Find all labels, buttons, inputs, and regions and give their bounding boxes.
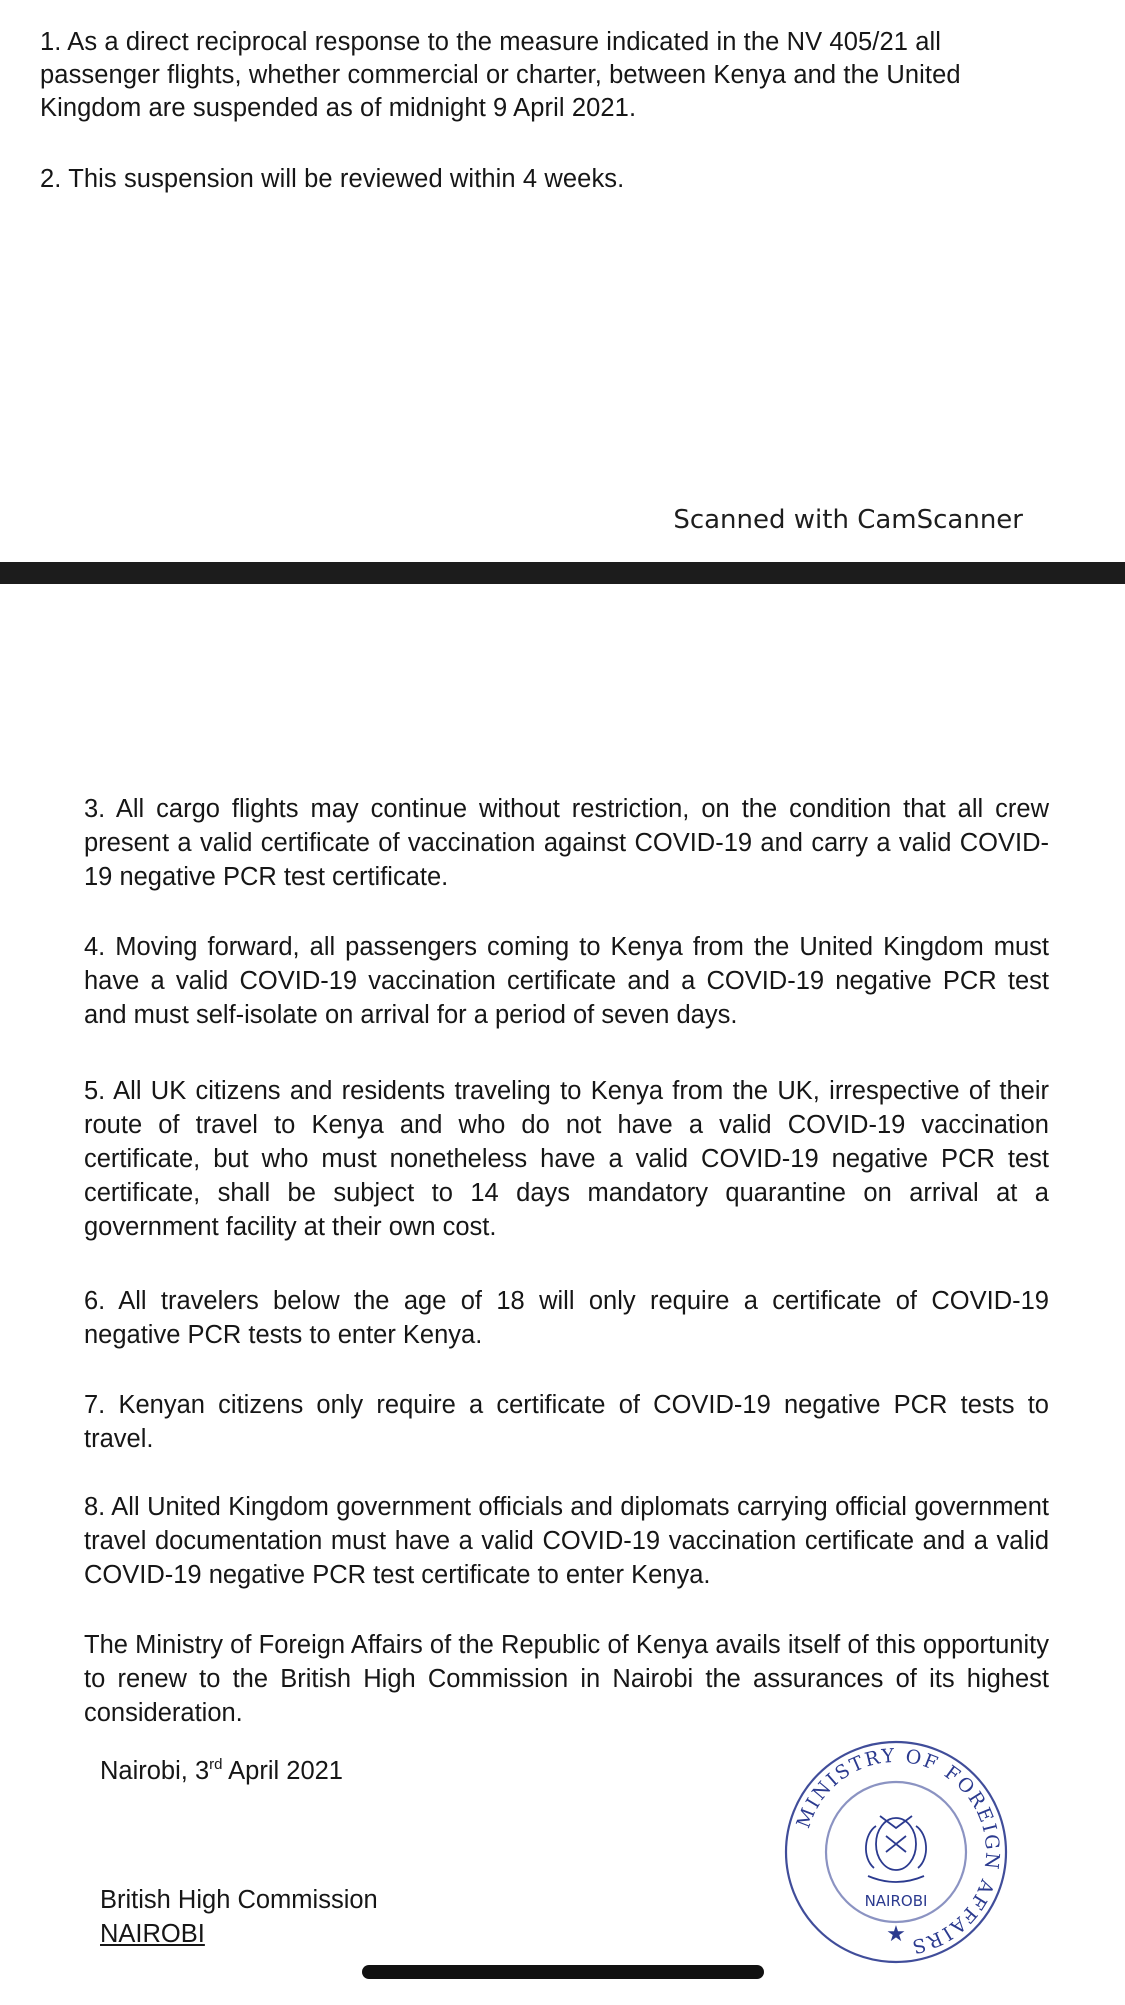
page-divider (0, 562, 1125, 584)
home-indicator[interactable] (362, 1965, 764, 1979)
date-suffix: rd (209, 1756, 223, 1773)
seal-city: NAIROBI (864, 1892, 928, 1910)
document-page-2 (0, 584, 1125, 2005)
paragraph-8: 8. All United Kingdom government officials and diplomats carrying official government travel documentation must have a valid COVID-19 vaccination certificate and a valid COVID-19 negative PCR test certificate to enter Kenya. (84, 1492, 1049, 1589)
addressee-city: NAIROBI (100, 1920, 205, 1948)
paragraph-7: 7. Kenyan citizens only require a certificate of COVID-19 negative PCR tests to travel. (84, 1390, 1049, 1453)
paragraph-2: 2. This suspension will be reviewed within 4 weeks. (40, 165, 625, 193)
document-page-1 (0, 0, 1125, 562)
paragraph-5: 5. All UK citizens and residents traveling to Kenya from the UK, irrespective of their route of travel to Kenya and who do not have a valid COVID-19 vaccination certificate, but who must nonetheless have a valid COVID-19 negative PCR test certificate, shall be subject to 14 days mandatory quarantine on arrival at a government facility at their own cost. (84, 1076, 1049, 1241)
paragraph-6: 6. All travelers below the age of 18 will only require a certificate of COVID-19 negative PCR tests to enter Kenya. (84, 1286, 1049, 1349)
paragraph-4: 4. Moving forward, all passengers coming to Kenya from the United Kingdom must have a valid COVID-19 vaccination certificate and a COVID-19 negative PCR test and must self-isolate on arrival for a period of seven days. (84, 932, 1049, 1029)
star-icon: ★ (886, 1922, 906, 1947)
addressee-name: British High Commission (100, 1886, 378, 1914)
paragraph-1: 1. As a direct reciprocal response to the measure indicated in the NV 405/21 all passenger flights, whether commercial or charter, between Kenya and the United Kingdom are suspended as of midnight 9 April 2021. (40, 28, 961, 122)
coat-of-arms-icon (866, 1816, 926, 1882)
svg-text:MINISTRY OF FOREIGN AFFAIRS: MINISTRY OF FOREIGN AFFAIRS (792, 1744, 1004, 1958)
date-place: Nairobi, 3 (100, 1757, 210, 1785)
paragraph-3: 3. All cargo flights may continue without restriction, on the condition that all crew present a valid certificate of vaccination against COVID-19 and carry a valid COVID-19 negative PCR test certificate. (84, 794, 1049, 891)
ministry-seal-stamp (780, 1736, 1012, 1968)
scanner-watermark: Scanned with CamScanner (673, 505, 1023, 535)
closing-paragraph: The Ministry of Foreign Affairs of the Republic of Kenya avails itself of this opportunity to renew to the British High Commission in Nairobi the assurances of its highest consideration. (84, 1630, 1049, 1727)
date-rest: April 2021 (222, 1757, 343, 1785)
letter-date (100, 1756, 343, 1786)
